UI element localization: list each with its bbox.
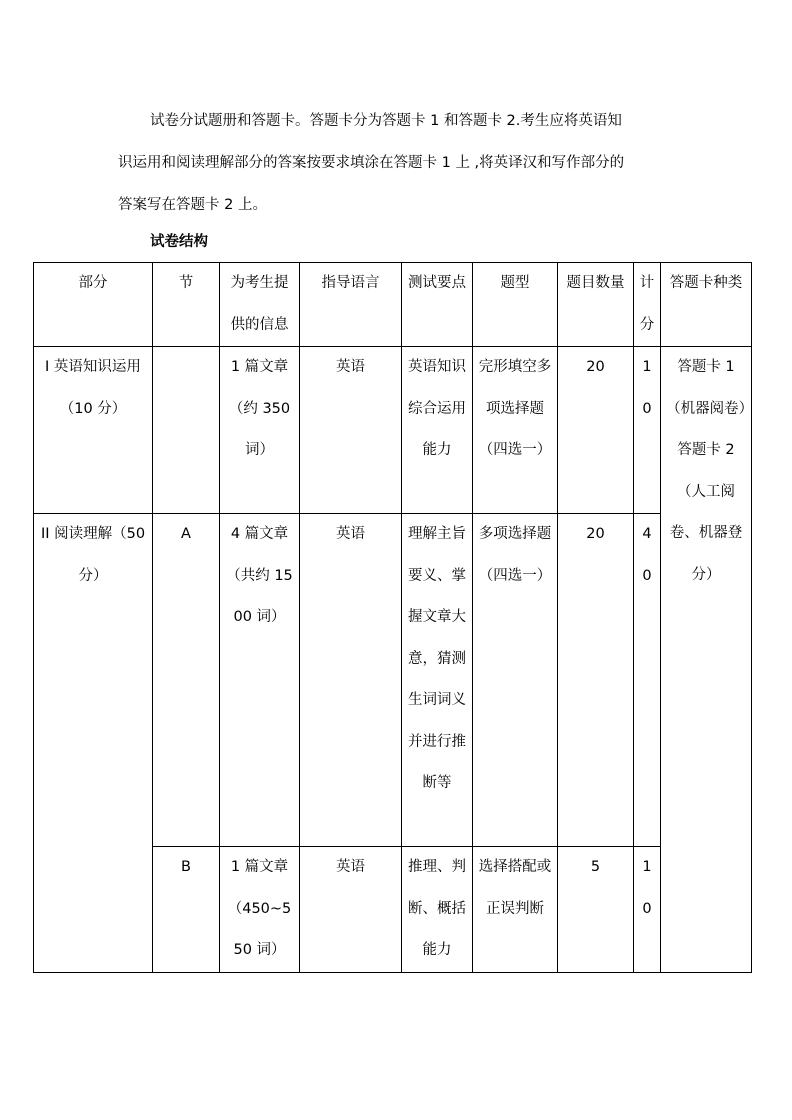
section-heading: 试卷结构 (150, 234, 208, 250)
intro-line-3: 答案写在答题卡 2 上。 (118, 197, 267, 213)
table-row (34, 514, 752, 847)
row2-info: 4 篇文章（共约 1500 词） (220, 514, 300, 847)
header-info: 为考生提供的信息 (220, 263, 300, 347)
header-language: 指导语言 (300, 263, 402, 347)
row3-question-count: 5 (558, 847, 634, 973)
row3-score: 10 (634, 847, 661, 973)
row1-question-count: 20 (558, 347, 634, 514)
row1-language: 英语 (300, 347, 402, 514)
row2-score: 40 (634, 514, 661, 847)
row3-test-points: 推理、判断、概括能力 (402, 847, 473, 973)
row2-section: A (153, 514, 220, 847)
header-answer-card: 答题卡种类 (661, 263, 752, 347)
row1-question-type: 完形填空多项选择题（四选一） (473, 347, 558, 514)
row2-part: II 阅读理解（50 分） (34, 514, 153, 973)
table-header-row (34, 263, 752, 347)
answer-card-cell: 答题卡 1（机器阅卷）答题卡 2（人工阅卷、机器登分） (661, 347, 752, 973)
header-test-points: 测试要点 (402, 263, 473, 347)
row1-part: I 英语知识运用（10 分） (34, 347, 153, 514)
row1-info: 1 篇文章（约 350 词） (220, 347, 300, 514)
row2-test-points: 理解主旨要义、掌握文章大意，猜测生词词义并进行推断等 (402, 514, 473, 847)
intro-line-1: 试卷分试题册和答题卡。答题卡分为答题卡 1 和答题卡 2.考生应将英语知 (150, 113, 622, 129)
header-section: 节 (153, 263, 220, 347)
header-question-type: 题型 (473, 263, 558, 347)
exam-structure-table (33, 262, 752, 973)
row3-section: B (153, 847, 220, 973)
row1-test-points: 英语知识综合运用能力 (402, 347, 473, 514)
row3-question-type: 选择搭配或正误判断 (473, 847, 558, 973)
row3-info: 1 篇文章（450~550 词） (220, 847, 300, 973)
row2-question-type: 多项选择题（四选一） (473, 514, 558, 847)
table-row (34, 347, 752, 514)
row3-language: 英语 (300, 847, 402, 973)
intro-line-2: 识运用和阅读理解部分的答案按要求填涂在答题卡 1 上 ,将英译汉和写作部分的 (118, 155, 625, 171)
row1-score: 10 (634, 347, 661, 514)
row2-language: 英语 (300, 514, 402, 847)
intro-paragraph (118, 100, 678, 226)
header-part: 部分 (34, 263, 153, 347)
header-question-count: 题目数量 (558, 263, 634, 347)
row1-section (153, 347, 220, 514)
row2-question-count: 20 (558, 514, 634, 847)
header-score: 计分 (634, 263, 661, 347)
